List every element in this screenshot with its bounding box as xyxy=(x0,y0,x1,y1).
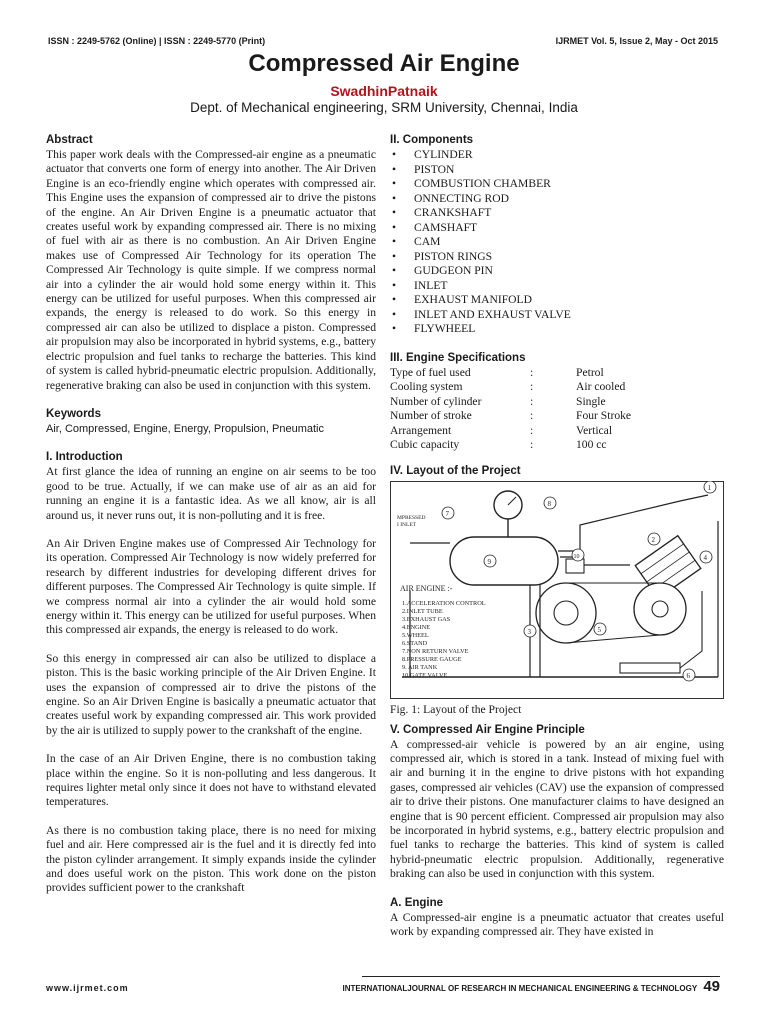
introduction-heading: I. Introduction xyxy=(46,451,123,464)
legend-title: AIR ENGINE :- xyxy=(400,583,453,593)
callout-label: 9 xyxy=(487,557,491,566)
paper-title: Compressed Air Engine xyxy=(248,50,520,77)
legend-item: 2.INLET TUBE xyxy=(402,607,443,615)
keywords-heading: Keywords xyxy=(46,407,101,420)
abstract-heading: Abstract xyxy=(46,134,93,146)
list-item: • PISTON RINGS xyxy=(392,249,493,263)
footer-rule xyxy=(362,976,720,977)
table-row: Number of cylinder : Single xyxy=(390,394,606,408)
right-column xyxy=(390,133,724,939)
layout-heading: IV. Layout of the Project xyxy=(390,464,521,477)
components-heading: II. Components xyxy=(390,134,474,146)
page-number: 49 xyxy=(703,978,720,995)
abstract-text: This paper work deals with the Compressed-air engine as a pneumatic actuator that converts one form of energy into another. The Air Driven Engine is an eco-friendly engine which operates with compressed air. This Engine uses the expansion of compressed air to drive the pistons of the engine. An Air Driven Engine is a pneumatic actuator that creates useful work by expanding compressed air. There is no mixing of fuel with air as there is no combustion. An Air Driven Engine makes use of Compressed Air Technology for its operation The Compressed Air Technology is quite simple. If we compress normal air into a cylinder the air would hold some energy within it. This energy can be utilized for useful purposes. When this compressed air expands, the energy is released to do work. So this energy in compressed air can also be utilized to displace a piston. Compressed air propulsion may also be incorporated in hybrid systems, e.g., battery electric propulsion and fuel tanks to recharge the batteries. This kind of system is called hybrid-pneumatic electric propulsion. Additionally, regenerative braking can also be used in conjunction with this system. xyxy=(46,148,376,392)
components-list xyxy=(390,148,724,337)
keywords-text: Air, Compressed, Engine, Energy, Propulsion, Pneumatic xyxy=(46,422,324,435)
journal-reference: IJRMET Vol. 5, Issue 2, May - Oct 2015 xyxy=(555,36,718,46)
website-link[interactable]: www.ijrmet.com xyxy=(46,983,129,993)
callout-label: 8 xyxy=(547,499,551,508)
list-item: • FLYWHEEL xyxy=(392,322,476,335)
callout-label: 7 xyxy=(445,509,449,518)
list-item: • CAM xyxy=(392,235,441,248)
footer-journal xyxy=(343,978,720,995)
callout-label: 4 xyxy=(703,553,707,562)
legend-item: 4.ENGINE xyxy=(402,623,431,631)
author-name: SwadhinPatnaik xyxy=(330,83,438,99)
legend-item: 5.WHEEL xyxy=(402,631,429,639)
list-item: • PISTON xyxy=(392,162,455,176)
table-row: Type of fuel used : Petrol xyxy=(390,365,604,379)
legend-item: 6.STAND xyxy=(402,639,428,647)
callout-label: 6 xyxy=(686,671,690,680)
legend-item: 10.GATE VALVE xyxy=(402,671,448,679)
legend-item: 3.EXHAUST GAS xyxy=(402,615,451,623)
list-item: • ONNECTING ROD xyxy=(392,191,509,205)
callout-label: 10 xyxy=(573,553,580,560)
left-column xyxy=(46,133,376,896)
table-row: Number of stroke : Four Stroke xyxy=(390,409,632,422)
gate-valve xyxy=(566,559,584,573)
table-row: Arrangement : Vertical xyxy=(390,423,613,437)
legend-item: 1.ACCELERATION CONTROL xyxy=(402,599,486,607)
intro-paragraph: An Air Driven Engine makes use of Compressed Air Technology for its operation. Compressed Air Technology is now widely preferred for research by different industries for developing different drives for different purposes. The Compressed Air Technology is quite simple. If we compress normal air into a cylinder the air would hold some energy within it. This energy can be utilized for useful purposes. When this compressed air expands, the energy is released to do work. xyxy=(46,536,376,637)
callout-label: 1 xyxy=(707,483,711,492)
legend-item: 9. AIR TANK xyxy=(402,663,438,671)
list-item: • INLET AND EXHAUST VALVE xyxy=(392,307,571,321)
intro-paragraph: In the case of an Air Driven Engine, there is no combustion taking place within the engine. So it is non-polluting and less dangerous. It requires lighter metal only since it does not have to withstand elevated temperatures. xyxy=(46,752,376,809)
list-item: • EXHAUST MANIFOLD xyxy=(392,293,532,306)
affiliation: Dept. of Mechanical engineering, SRM University, Chennai, India xyxy=(190,100,578,115)
principle-text: A compressed-air vehicle is powered by an air engine, using compressed air, which is stored in a tank. Instead of mixing fuel with air and burning it in the engine to drive pistons with hot expanding gases, compressed air vehicles (CAV) use the expansion of compressed air to drive their pistons. One manufacturer claims to have designed an engine that is 90 percent efficient. Compressed air propulsion may also be incorporated in hybrid systems, e.g., battery electric propulsion and fuel tanks to recharge the batteries. This kind of system is called hybrid-pneumatic electric propulsion. Additionally, regenerative braking can also be used in conjunction with this system. xyxy=(390,737,724,881)
intro-paragraph: So this energy in compressed air can also be utilized to displace a piston. This is the basic working principle of the Air Driven Engine. It uses the expansion of compressed air to drive the pistons of the engine. So an Air Driven Engine is basically a pneumatic actuator that creates useful work by expanding compressed air. This work provided by the air is utilized to supply power to the crankshaft of the engine. xyxy=(46,651,376,737)
air-tank xyxy=(450,537,558,585)
legend-item: 7.NON RETURN VALVE xyxy=(402,647,469,655)
callout-label: 5 xyxy=(597,625,601,634)
list-item: • CRANKSHAFT xyxy=(392,206,492,219)
specs-table xyxy=(390,366,631,453)
intro-paragraph: As there is no combustion taking place, there is no need for mixing fuel and air. Here compressed air is the fuel and it is directly fed into the piston cylinder arrangement. It simply expands inside the cylinder and does useful work on the piston. This work done on the piston provides sufficient power to the crankshaft xyxy=(46,823,376,895)
exhaust-gas xyxy=(620,663,680,673)
list-item: • CYLINDER xyxy=(392,148,473,161)
legend-item: 8.PRESSURE GAUGE xyxy=(402,655,462,663)
table-row: Cooling system : Air cooled xyxy=(390,380,626,393)
inlet-label: I INLET xyxy=(397,521,417,528)
list-item: • INLET xyxy=(392,278,448,292)
journal-name: INTERNATIONALJOURNAL OF RESEARCH IN MECHANICAL ENGINEERING & TECHNOLOGY xyxy=(342,984,698,993)
intro-paragraph: At first glance the idea of running an engine on air seems to be too good to be true. Actually, if we can make use of air as an aid for running an engine it is a fantastic idea. As we all know, air is all around us, it never runs out, it is non-polluting and it is free. xyxy=(46,465,376,522)
callout-label: 2 xyxy=(651,535,655,544)
table-row: Cubic capacity : 100 cc xyxy=(390,438,607,451)
inlet-label: MPRESSED xyxy=(397,514,426,521)
engine-heading: A. Engine xyxy=(390,896,444,909)
engine-layout-figure xyxy=(390,481,724,699)
list-item: • COMBUSTION CHAMBER xyxy=(392,177,551,190)
engine-text: A Compressed-air engine is a pneumatic actuator that creates useful work by expanding compressed air. They have existed in xyxy=(390,910,724,938)
list-item: • CAMSHAFT xyxy=(392,220,478,234)
specs-heading: III. Engine Specifications xyxy=(390,351,526,364)
list-item: • GUDGEON PIN xyxy=(392,264,493,277)
figure-caption: Fig. 1: Layout of the Project xyxy=(390,702,522,716)
callout-label: 3 xyxy=(527,627,531,636)
principle-heading: V. Compressed Air Engine Principle xyxy=(390,723,585,736)
issn-header: ISSN : 2249-5762 (Online) | ISSN : 2249-5770 (Print) xyxy=(48,36,266,46)
